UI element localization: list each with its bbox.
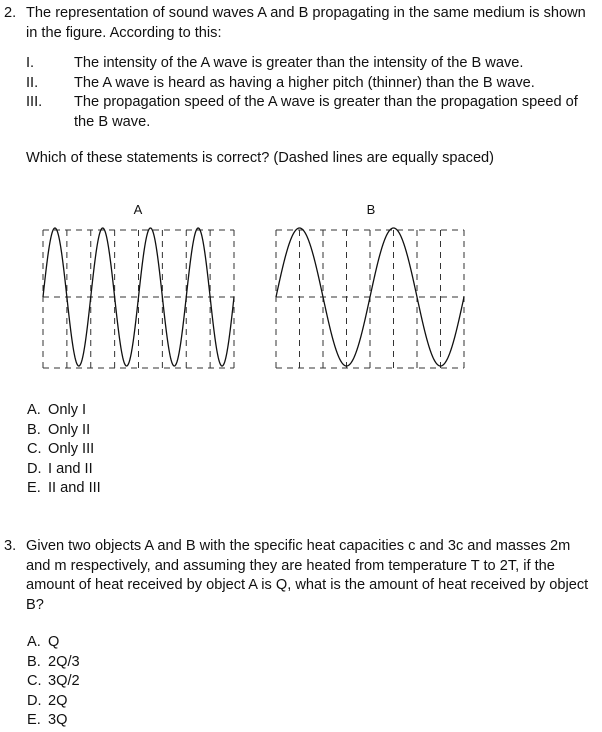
statement-text: The propagation speed of the A wave is greater than the propagation speed of the B wave. [74,94,578,130]
question-text: The representation of sound waves A and B propagating in the same medium is shown in the figure. According to this: [26,5,586,41]
question-2 [4,4,598,169]
statement-numeral: III. [26,94,43,110]
statement-2 [26,74,598,94]
question-3-stem [4,537,598,615]
question-3 [4,537,598,615]
option-letter: D. [27,460,42,477]
statement-1 [26,54,598,74]
question-2-options [27,401,101,499]
option-letter: E. [27,712,41,728]
wave-a-label: A [133,202,143,217]
statement-list [26,54,598,132]
wave-figure [0,196,602,376]
question-number: 2. [4,5,17,21]
statement-text: The intensity of the A wave is greater than the intensity of the B wave. [74,55,524,71]
option-text: 2Q [48,692,68,709]
option-text: Only III [48,441,95,457]
option-text: Q [48,634,60,650]
statement-3 [26,93,598,132]
question-text: Given two objects A and B with the specific heat capacities c and 3c and masses 2m and m respectively, and assuming they are heated from temperature T to 2T, if the amount of heat received by object A is Q, what is the amount of heat received by object B? [26,538,589,613]
option-d[interactable] [27,692,80,712]
option-letter: E. [27,480,41,496]
option-text: Only I [48,402,87,418]
option-c[interactable] [27,672,80,692]
option-text: I and II [48,460,93,477]
option-a[interactable] [27,633,80,653]
option-text: Only II [48,421,91,438]
statement-text: The A wave is heard as having a higher pitch (thinner) than the B wave. [74,74,535,91]
question-3-options [27,633,80,731]
option-b[interactable] [27,653,80,673]
option-text: 3Q [48,712,68,728]
question-prompt: Which of these statements is correct? (Dashed lines are equally spaced) [26,150,495,166]
statement-numeral: II. [26,74,39,91]
option-letter: A. [27,402,41,418]
option-e[interactable] [27,479,101,499]
wave-b-label: B [366,202,376,217]
option-letter: C. [27,673,42,689]
option-letter: D. [27,692,42,709]
option-letter: B. [27,421,41,438]
option-text: 2Q/3 [48,653,80,670]
option-text: II and III [48,480,101,496]
option-e[interactable] [27,711,80,731]
option-d[interactable] [27,460,101,480]
option-a[interactable] [27,401,101,421]
option-letter: A. [27,634,41,650]
option-letter: C. [27,441,42,457]
statement-numeral: I. [26,55,35,71]
option-letter: B. [27,653,41,670]
question-2-stem [4,4,598,43]
option-text: 3Q/2 [48,673,80,689]
question-number: 3. [4,538,17,554]
option-b[interactable] [27,421,101,441]
option-c[interactable] [27,440,101,460]
